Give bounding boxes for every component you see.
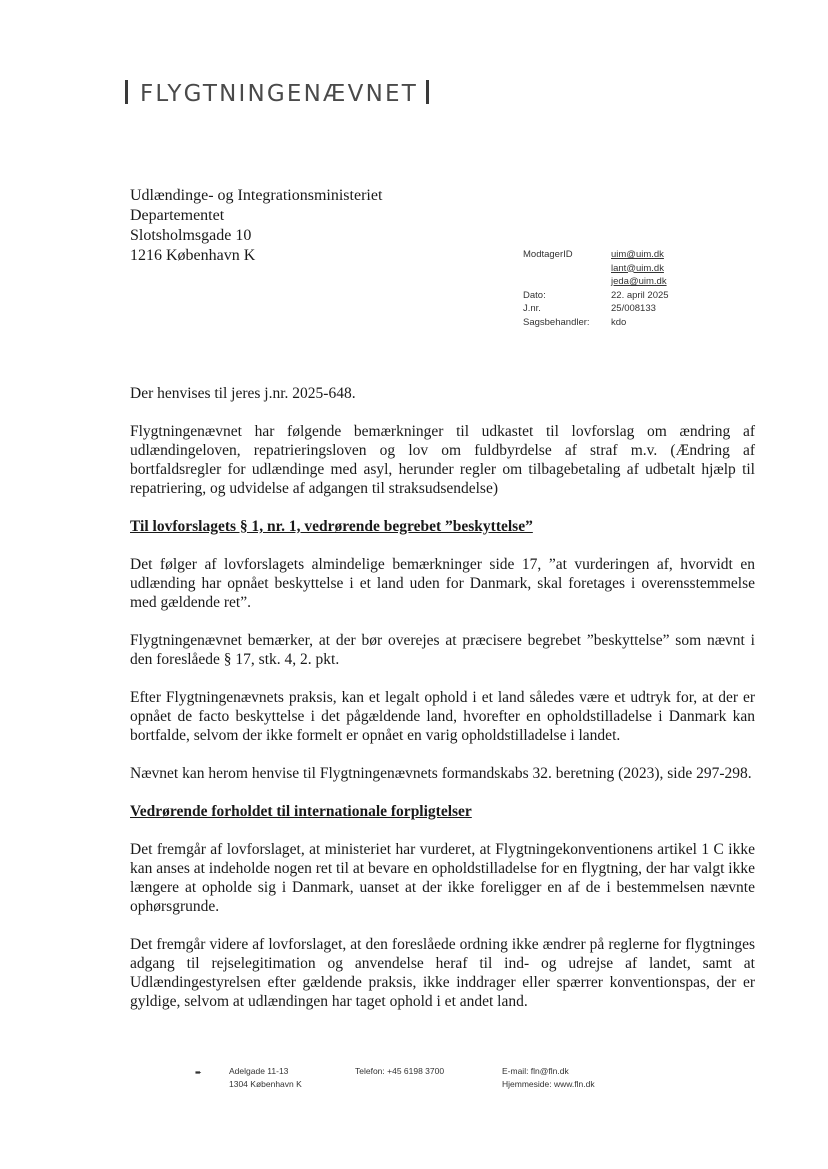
- paragraph: Der henvises til jeres j.nr. 2025-648.: [130, 385, 356, 402]
- paragraph: Efter Flygtningenævnets praksis, kan et legalt ophold i et land således være et udtryk for, at der er opnået de facto beskyttelse i det pågældende land, hvorefter en opholdstilladelse i Danmark kan bortfalde, selvom der ikke formelt er opnået en varig opholdstilladelse i landet.: [130, 689, 755, 744]
- email-link[interactable]: uim@uim.dk: [611, 249, 664, 260]
- date-value: 22. april 2025: [611, 289, 669, 301]
- footer-contact: [502, 1065, 595, 1091]
- paragraph: Flygtningenævnet har følgende bemærkninger til udkastet til lovforslag om ændring af udlændingeloven, repatrieringsloven og lov om fuldbyrdelse af straf m.v. (Ændring af bortfaldsregler for udlændinge med asyl, herunder regler om tilbagebetaling af udbetalt hjælp til repatriering, og udvidelse af adgangen til straksudsendelse): [130, 423, 755, 497]
- footer-address-line: Adelgade 11-13: [229, 1066, 289, 1076]
- footer-address: [229, 1065, 302, 1091]
- meta-row-dato: [523, 289, 669, 303]
- paragraph: Det fremgår videre af lovforslaget, at den foreslåede ordning ikke ændrer på reglerne for flygtninges adgang til rejselegitimation og anvendelse heraf til ind- og udrejse af landet, samt at Udlændingestyrelsen efter gældende praksis, ikke inddrager eller spærrer konventionspas, der er gyldige, selvom at udlændingen har taget ophold i et andet land.: [130, 936, 755, 1010]
- paragraph: Nævnet kan herom henvise til Flygtningenævnets formandskabs 32. beretning (2023), side 297-298.: [130, 765, 752, 782]
- recipient-line: 1216 København K: [130, 247, 256, 264]
- meta-row-sagsbehandler: [523, 316, 669, 330]
- letter-body: [130, 384, 755, 1011]
- case-handler: kdo: [611, 316, 627, 328]
- meta-row-jnr: [523, 302, 669, 316]
- footer-email[interactable]: E-mail: fln@fln.dk: [502, 1066, 569, 1076]
- logo-bar-left: [125, 80, 128, 104]
- logo-bar-right: [426, 80, 429, 104]
- arrow-icon: ➨: [195, 1068, 202, 1077]
- section-heading: Vedrørende forholdet til internationale forpligtelser: [130, 803, 472, 820]
- footer-website[interactable]: Hjemmeside: www.fln.dk: [502, 1079, 595, 1089]
- meta-label: J.nr.: [523, 303, 541, 314]
- meta-label: Sagsbehandler:: [523, 316, 590, 328]
- meta-label: ModtagerID: [523, 249, 573, 260]
- recipient-line: Departementet: [130, 207, 225, 224]
- meta-row-modtager-2: [523, 262, 669, 276]
- email-link[interactable]: lant@uim.dk: [611, 262, 664, 274]
- meta-row-modtager-3: [523, 275, 669, 289]
- footer-phone: Telefon: +45 6198 3700: [355, 1066, 445, 1076]
- recipient-line: Slotsholmsgade 10: [130, 227, 252, 244]
- letter-metadata: [523, 248, 669, 329]
- logo: [125, 80, 429, 107]
- meta-row-modtager: [523, 248, 669, 262]
- logo-text: FLYGTNINGENÆVNET: [140, 81, 418, 107]
- paragraph: Det følger af lovforslagets almindelige bemærkninger side 17, ”at vurderingen af, hvorvidt en udlænding har opnået beskyttelse i et land uden for Danmark, skal foretages i overensstemmelse med gældende ret”.: [130, 556, 755, 611]
- journal-number: 25/008133: [611, 303, 656, 314]
- recipient-address: [130, 186, 382, 266]
- email-link[interactable]: jeda@uim.dk: [611, 276, 667, 287]
- section-heading: Til lovforslagets § 1, nr. 1, vedrørende begrebet ”beskyttelse”: [130, 518, 533, 535]
- paragraph: Det fremgår af lovforslaget, at ministeriet har vurderet, at Flygtningekonventionens artikel 1 C ikke kan anses at indeholde nogen ret til at bevare en opholdstilladelse for en flygtning, der har valgt ikke længere at opholde sig i Danmark, uanset at der ikke foreligger en af de i bestemmelsen nævnte ophørsgrunde.: [130, 841, 755, 915]
- footer-address-line: 1304 København K: [229, 1079, 302, 1089]
- meta-label: Dato:: [523, 289, 546, 301]
- recipient-line: Udlændinge- og Integrationsministeriet: [130, 187, 383, 204]
- paragraph: Flygtningenævnet bemærker, at der bør overejes at præcisere begrebet ”beskyttelse” som nævnt i den foreslåede § 17, stk. 4, 2. pkt.: [130, 632, 755, 668]
